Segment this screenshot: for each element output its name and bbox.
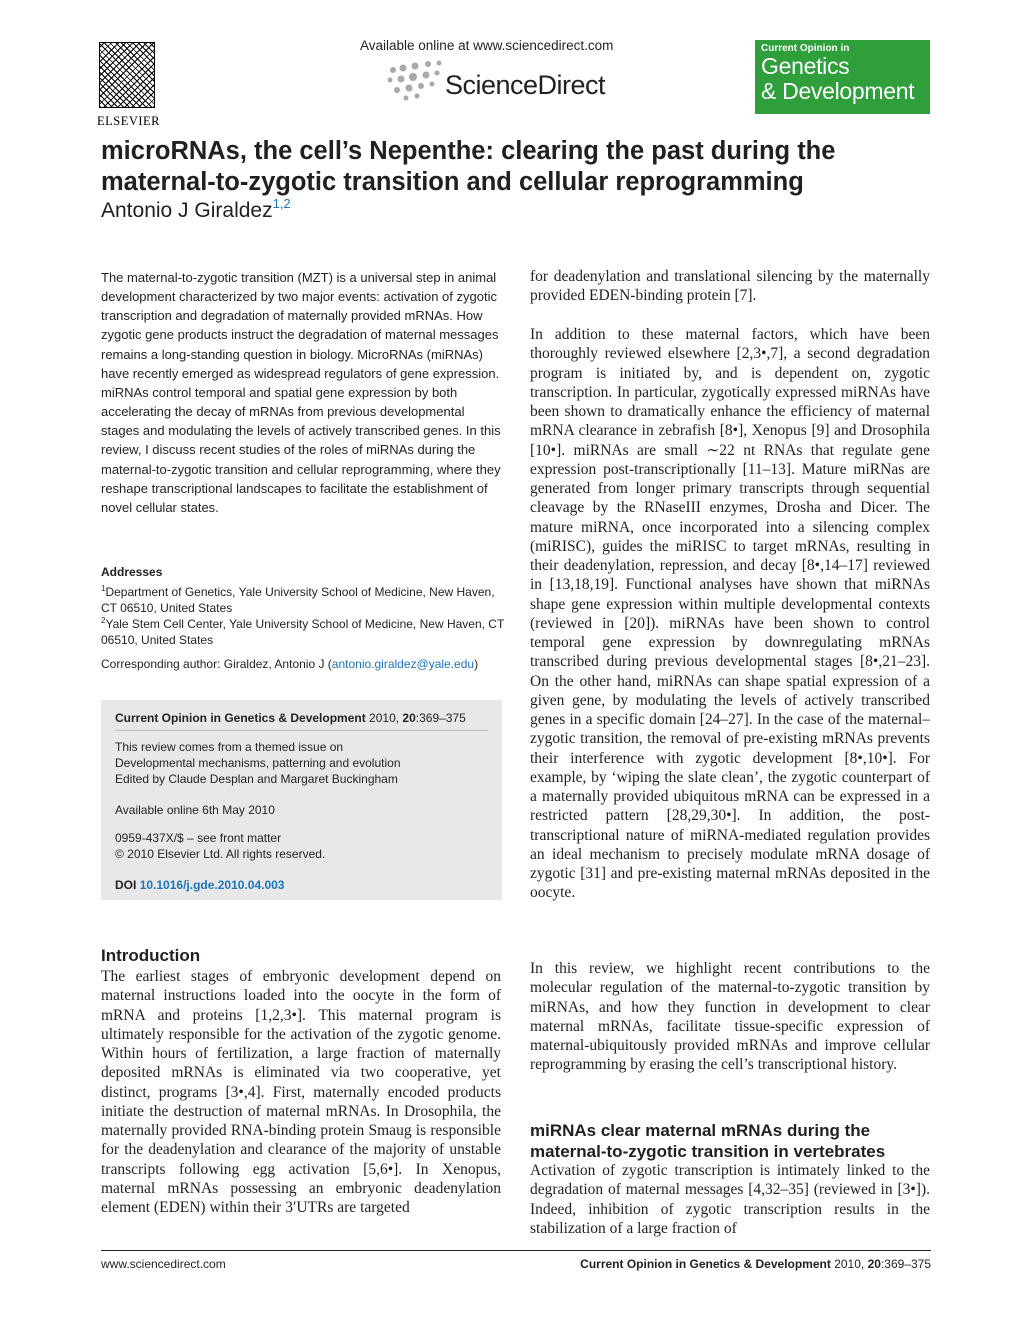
corresponding-suffix: ) — [474, 657, 479, 671]
sciencedirect-wordmark: ScienceDirect — [445, 70, 606, 100]
right-paragraph-4: Activation of zygotic transcription is intimately linked to the degradation of maternal messages [4,32–35] (reviewed in [3•]). Indeed, inhibition of zygotic transcription results in the stabilization of a large fraction of — [530, 1162, 930, 1237]
address-2 — [101, 613, 506, 648]
sciencedirect-logo[interactable] — [385, 60, 645, 105]
journal-logo — [755, 40, 930, 114]
sciencedirect-dots-icon — [385, 60, 445, 102]
address-1 — [101, 581, 506, 616]
themed-line-3: Edited by Claude Desplan and Margaret Buckingham — [115, 772, 398, 786]
journal-logo-top: Current Opinion in — [761, 43, 850, 54]
info-journal-name: Current Opinion in Genetics & Development — [115, 711, 366, 725]
info-volume: 20 — [402, 711, 416, 725]
right-paragraph-2: In addition to these maternal factors, which have been thoroughly reviewed elsewhere [2,3•,7], a second degradation program is initiated by, and is dependent on, zygotic transcription. In particular, zygotically expressed miRNAs have been shown to dramatically enhance the efficiency of maternal mRNA clearance in zebrafish [8•], Xenopus [9] and Drosophila [10•]. miRNAs are small ∼22 nt RNAs that regulate gene expression post-transcriptionally [11–13]. Mature miRNas are generated from longer primary transcripts through sequential cleavage by the RNaseIII enzymes, Drosha and Dicer. The mature miRNA, once incorporated into a silencing complex (miRISC), guides the miRISC to target mRNAs, resulting in their deadenylation, repression, and decay [8•,14–17] reviewed in [13,18,19]. Functional analyses have shown that miRNAs shape gene expression within multiple developmental contexts (reviewed in [20]). miRNAs have been shown to control temporal gene expression by downregulating mRNAs transcribed during previous developmental stages [8•,21–23]. On the other hand, miRNAs can shape spatial expression of a given gene, by modulating the levels of actively transcribed genes in a specific domain [24–27]. In the case of the maternal–zygotic transition, the removal of pre-existing mRNAs prevents their interference with zygotic development [8•,10•]. For example, by ‘wiping the slate clean’, the zygotic counterpart of a maternally provided ubiquitous mRNA can be expressed in a restricted pattern [28,29,30•]. In addition, the post-transcriptional nature of miRNA-mediated regulation provides an ideal mechanism to precisely modulate mRNA dosage of zygotic [31] and pre-existing maternal mRNAs deposited in the oocyte. — [530, 326, 930, 902]
info-journal-line — [115, 711, 466, 725]
corresponding-prefix: Corresponding author: Giraldez, Antonio J ( — [101, 657, 332, 671]
available-online-text[interactable]: Available online at www.sciencedirect.com — [360, 38, 614, 53]
footer-journal: Current Opinion in Genetics & Development — [580, 1257, 831, 1271]
section-heading-mirnas: miRNAs clear maternal mRNAs during the maternal-to-zygotic transition in vertebrates — [530, 1121, 886, 1161]
info-available-online: Available online 6th May 2010 — [115, 803, 275, 817]
info-copyright-block — [115, 830, 325, 862]
journal-logo-line1: Genetics — [761, 53, 850, 79]
footer-citation — [560, 1257, 931, 1271]
info-copyright: © 2010 Elsevier Ltd. All rights reserved. — [115, 847, 326, 861]
right-paragraph-3: In this review, we highlight recent contributions to the molecular regulation of the maternal-to-zygotic transition by miRNAs, and how they function in development to clear maternal mRNAs, facilitate tissue-specific expression of maternal-ubiquitously provided mRNAs and improve cellular reprogramming by erasing the cell’s transcriptional history. — [530, 960, 930, 1074]
themed-line-1: This review comes from a themed issue on — [115, 740, 344, 754]
elsevier-tree-icon — [99, 42, 155, 108]
address-2-number: 2 — [101, 616, 106, 625]
author-line — [101, 196, 291, 223]
address-1-number: 1 — [101, 584, 106, 593]
author-name: Antonio J Giraldez — [101, 199, 273, 222]
addresses-heading: Addresses — [101, 565, 163, 579]
introduction-heading: Introduction — [101, 946, 201, 965]
introduction-paragraph: The earliest stages of embryonic development depend on maternal instructions loaded into the oocyte in the form of mRNA and proteins [1,2,3•]. This maternal program is ultimately responsible for the activation of the zygotic genome. Within hours of fertilization, a large fraction of maternally deposited mRNAs is eliminated via two cooperative, yet distinct, programs [3•,4]. First, maternally encoded products initiate the destruction of maternal mRNAs. In Drosophila, the maternally provided RNA-binding protein Smaug is responsible for the deadenylation and clearance of the majority of unstable transcripts following egg activation [5,6•]. In Xenopus, maternal mRNAs possessing an embryonic deadenylation element (EDEN) within their 3′UTRs are targeted — [101, 968, 501, 1216]
address-2-text: Yale Stem Cell Center, Yale University School of Medicine, New Haven, CT 06510, United States — [101, 617, 505, 647]
article-info-box — [101, 700, 502, 900]
info-themed-issue — [115, 739, 401, 787]
journal-logo-line2: & Development — [761, 78, 915, 104]
info-year: 2010, — [369, 711, 400, 725]
address-1-text: Department of Genetics, Yale University School of Medicine, New Haven, CT 06510, United States — [101, 585, 495, 615]
elsevier-wordmark: ELSEVIER — [97, 114, 161, 128]
footer-year: 2010, — [834, 1257, 865, 1271]
info-divider — [115, 730, 488, 731]
article-title: microRNAs, the cell’s Nepenthe: clearing the past during the maternal-to-zygotic transition and cellular reprogramming — [101, 137, 836, 196]
footer-website[interactable]: www.sciencedirect.com — [101, 1257, 226, 1271]
doi-link[interactable]: 10.1016/j.gde.2010.04.003 — [139, 878, 285, 892]
corresponding-email-link[interactable]: antonio.giraldez@yale.edu — [331, 657, 475, 671]
author-affiliation-refs[interactable]: 1,2 — [272, 196, 291, 211]
abstract: The maternal-to-zygotic transition (MZT) is a universal step in animal development characterized by two major events: activation of zygotic transcription and degradation of maternally provided mRNAs. How zygotic gene products instruct the degradation of maternal messages remains a long-standing question in biology. MicroRNAs (miRNAs) have recently emerged as widespread regulators of gene expression. miRNAs control temporal and spatial gene expression by both accelerating the decay of mRNAs from previous developmental stages and modulating the levels of actively transcribed genes. In this review, I discuss recent studies of the roles of miRNAs during the maternal-to-zygotic transition and cellular reprogramming, where they reshape transcriptional landscapes to facilitate the establishment of novel cellular states. — [101, 270, 501, 515]
footer-divider — [101, 1250, 931, 1251]
footer-pages: :369–375 — [880, 1257, 931, 1271]
info-issn: 0959-437X/$ – see front matter — [115, 831, 282, 845]
info-doi — [115, 878, 284, 892]
corresponding-author — [101, 657, 478, 671]
elsevier-logo — [97, 42, 161, 132]
info-pages: :369–375 — [415, 711, 466, 725]
themed-line-2: Developmental mechanisms, patterning and evolution — [115, 756, 401, 770]
doi-label: DOI — [115, 878, 137, 892]
right-paragraph-1: for deadenylation and translational silencing by the maternally provided EDEN-binding protein [7]. — [530, 268, 930, 305]
footer-volume: 20 — [867, 1257, 881, 1271]
